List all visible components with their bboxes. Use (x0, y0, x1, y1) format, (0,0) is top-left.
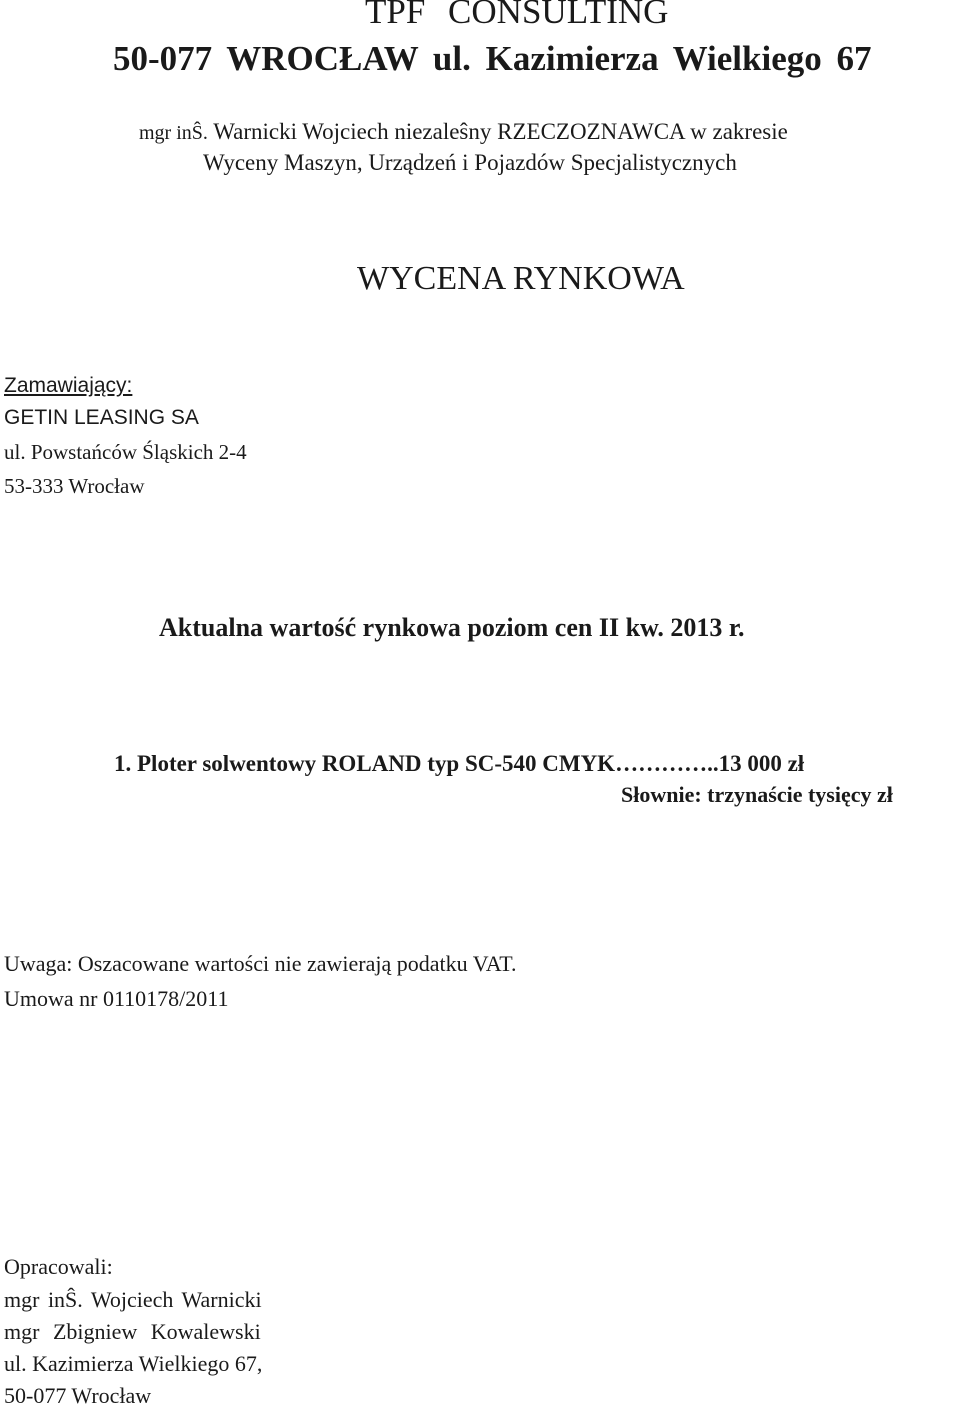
appraiser-line (139, 120, 788, 143)
document-title: WYCENA RYNKOWA (357, 260, 685, 297)
valuation-item: 1. Ploter solwentowy ROLAND typ SC-540 CMYK…………..13 000 zł (114, 751, 805, 776)
company-address: 50-077 WROCŁAW ul. Kazimierza Wielkiego 67 (113, 39, 872, 78)
client-city: 53-333 Wrocław (4, 474, 145, 498)
valuation-amount-in-words: Słownie: trzynaście tysięcy zł (621, 782, 893, 807)
client-street: ul. Powstańców Śląskich 2-4 (4, 440, 247, 464)
client-label: Zamawiający: (4, 374, 133, 397)
author-street: ul. Kazimierza Wielkiego 67, (4, 1351, 263, 1376)
client-name: GETIN LEASING SA (4, 406, 199, 429)
appraiser-prefix: mgr inŜ. (139, 122, 208, 144)
vat-note: Uwaga: Oszacowane wartości nie zawierają podatku VAT. (4, 951, 517, 976)
prepared-by-label: Opracowali: (4, 1254, 113, 1279)
contract-number: Umowa nr 0110178/2011 (4, 986, 229, 1011)
appraiser-scope: Wyceny Maszyn, Urządzeń i Pojazdów Specjalistycznych (203, 150, 737, 175)
author-1: mgr inŜ. Wojciech Warnicki (4, 1287, 262, 1312)
company-name: TPF CONSULTING (365, 0, 669, 31)
author-2: mgr Zbigniew Kowalewski (4, 1319, 261, 1344)
appraiser-description: Warnicki Wojciech niezaleŝny RZECZOZNAWCA w zakresie (207, 119, 788, 144)
author-city: 50-077 Wrocław (4, 1383, 152, 1408)
valuation-heading: Aktualna wartość rynkowa poziom cen II kw. 2013 r. (159, 613, 745, 642)
